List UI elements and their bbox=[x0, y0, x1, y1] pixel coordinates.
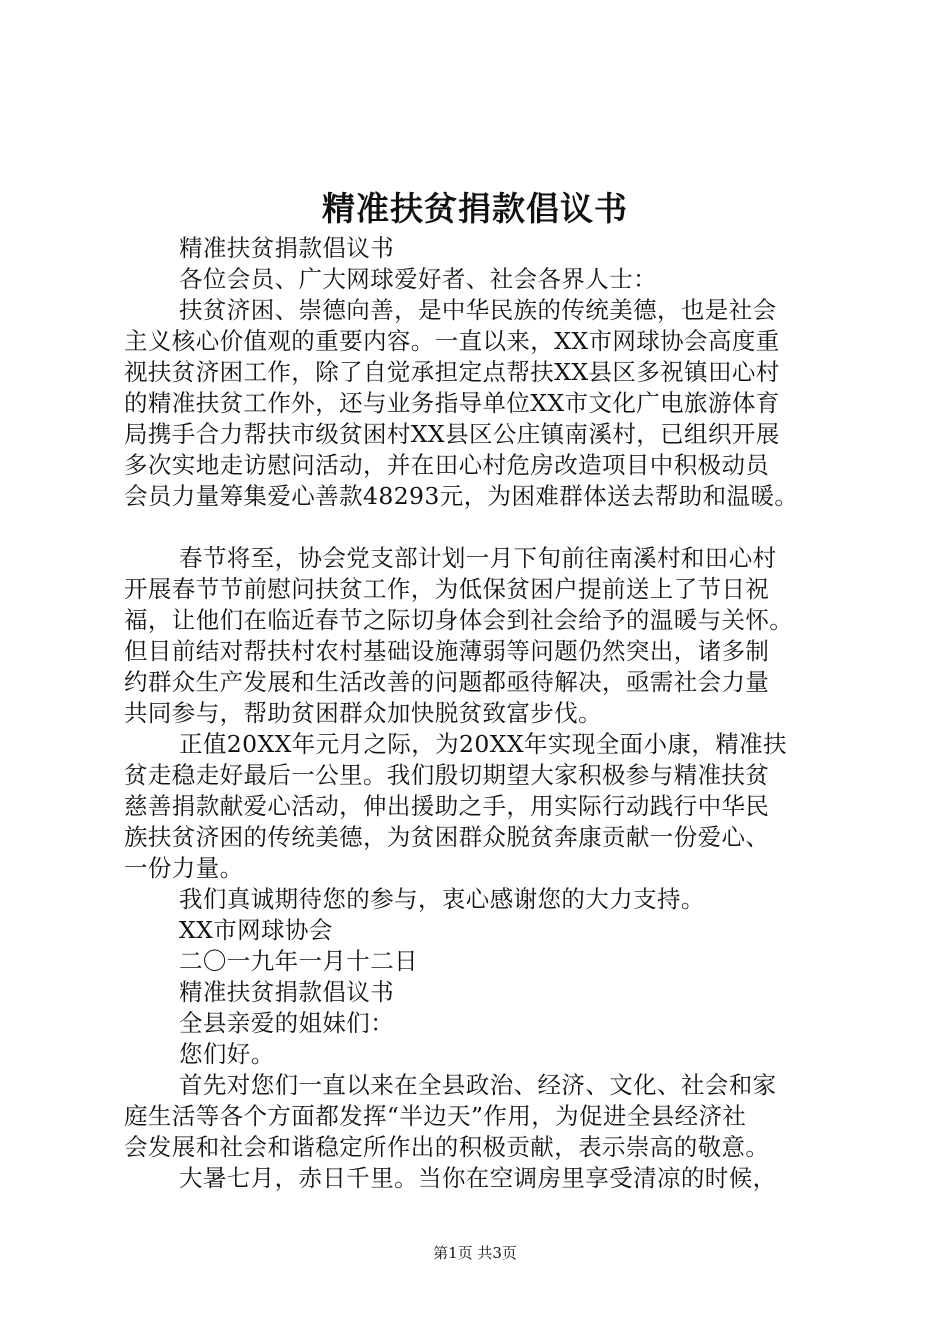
blank-line bbox=[124, 512, 832, 543]
text-line: 一份力量。 bbox=[124, 854, 244, 882]
text-line: 但目前结对帮扶村农村基础设施薄弱等问题仍然突出，诸多制 bbox=[124, 637, 770, 665]
document-body bbox=[124, 233, 832, 1194]
text-line: 大暑七月，赤日千里。当你在空调房里享受清凉的时候， bbox=[179, 1164, 777, 1192]
text-line: 族扶贫济困的传统美德，为贫困群众脱贫奔康贡献一份爱心、 bbox=[124, 823, 770, 851]
text-line: 的精准扶贫工作外，还与业务指导单位XX市文化广电旅游体育 bbox=[124, 389, 780, 417]
text-line: 主义核心价值观的重要内容。一直以来，XX市网球协会高度重 bbox=[124, 327, 780, 355]
text-line: 全县亲爱的姐妹们： bbox=[179, 1009, 395, 1037]
text-line: 精准扶贫捐款倡议书 bbox=[179, 234, 395, 262]
text-line: 正值20XX年元月之际，为20XX年实现全面小康，精准扶 bbox=[179, 730, 787, 758]
text-line: 扶贫济困、崇德向善，是中华民族的传统美德，也是社会 bbox=[179, 296, 777, 324]
text-line: 局携手合力帮扶市级贫困村XX县区公庄镇南溪村，已组织开展 bbox=[124, 420, 780, 448]
text-line: 共同参与，帮助贫困群众加快脱贫致富步伐。 bbox=[124, 699, 602, 727]
text-line: 会员力量筹集爱心善款48293元，为困难群体送去帮助和温暖。 bbox=[124, 482, 799, 510]
text-line: 我们真诚期待您的参与，衷心感谢您的大力支持。 bbox=[179, 885, 705, 913]
text-line: 开展春节节前慰问扶贫工作，为低保贫困户提前送上了节日祝 bbox=[124, 575, 770, 603]
text-line: 庭生活等各个方面都发挥“半边天”作用，为促进全县经济社 bbox=[124, 1102, 747, 1130]
text-line: 您们好。 bbox=[179, 1040, 275, 1068]
text-line: 多次实地走访慰问活动，并在田心村危房改造项目中积极动员 bbox=[124, 451, 770, 479]
text-line: 首先对您们一直以来在全县政治、经济、文化、社会和家 bbox=[179, 1071, 777, 1099]
text-line: XX市网球协会 bbox=[179, 916, 333, 944]
text-line: 约群众生产发展和生活改善的问题都亟待解决，亟需社会力量 bbox=[124, 668, 770, 696]
text-line: 二〇一九年一月十二日 bbox=[179, 947, 418, 975]
text-line: 会发展和社会和谐稳定所作出的积极贡献，表示崇高的敬意。 bbox=[124, 1133, 770, 1161]
document-title: 精准扶贫捐款倡议书 bbox=[322, 189, 628, 228]
text-line: 春节将至，协会党支部计划一月下旬前往南溪村和田心村 bbox=[179, 544, 777, 572]
text-line: 各位会员、广大网球爱好者、社会各界人士： bbox=[179, 265, 657, 293]
text-line: 精准扶贫捐款倡议书 bbox=[179, 978, 395, 1006]
text-line: 慈善捐款献爱心活动，伸出援助之手，用实际行动践行中华民 bbox=[124, 792, 770, 820]
text-line: 福，让他们在临近春节之际切身体会到社会给予的温暖与关怀。 bbox=[124, 606, 794, 634]
page-footer: 第1页 共3页 bbox=[433, 1244, 517, 1262]
text-line: 视扶贫济困工作，除了自觉承担定点帮扶XX县区多祝镇田心村 bbox=[124, 358, 780, 386]
text-line: 贫走稳走好最后一公里。我们殷切期望大家积极参与精准扶贫 bbox=[124, 761, 770, 789]
